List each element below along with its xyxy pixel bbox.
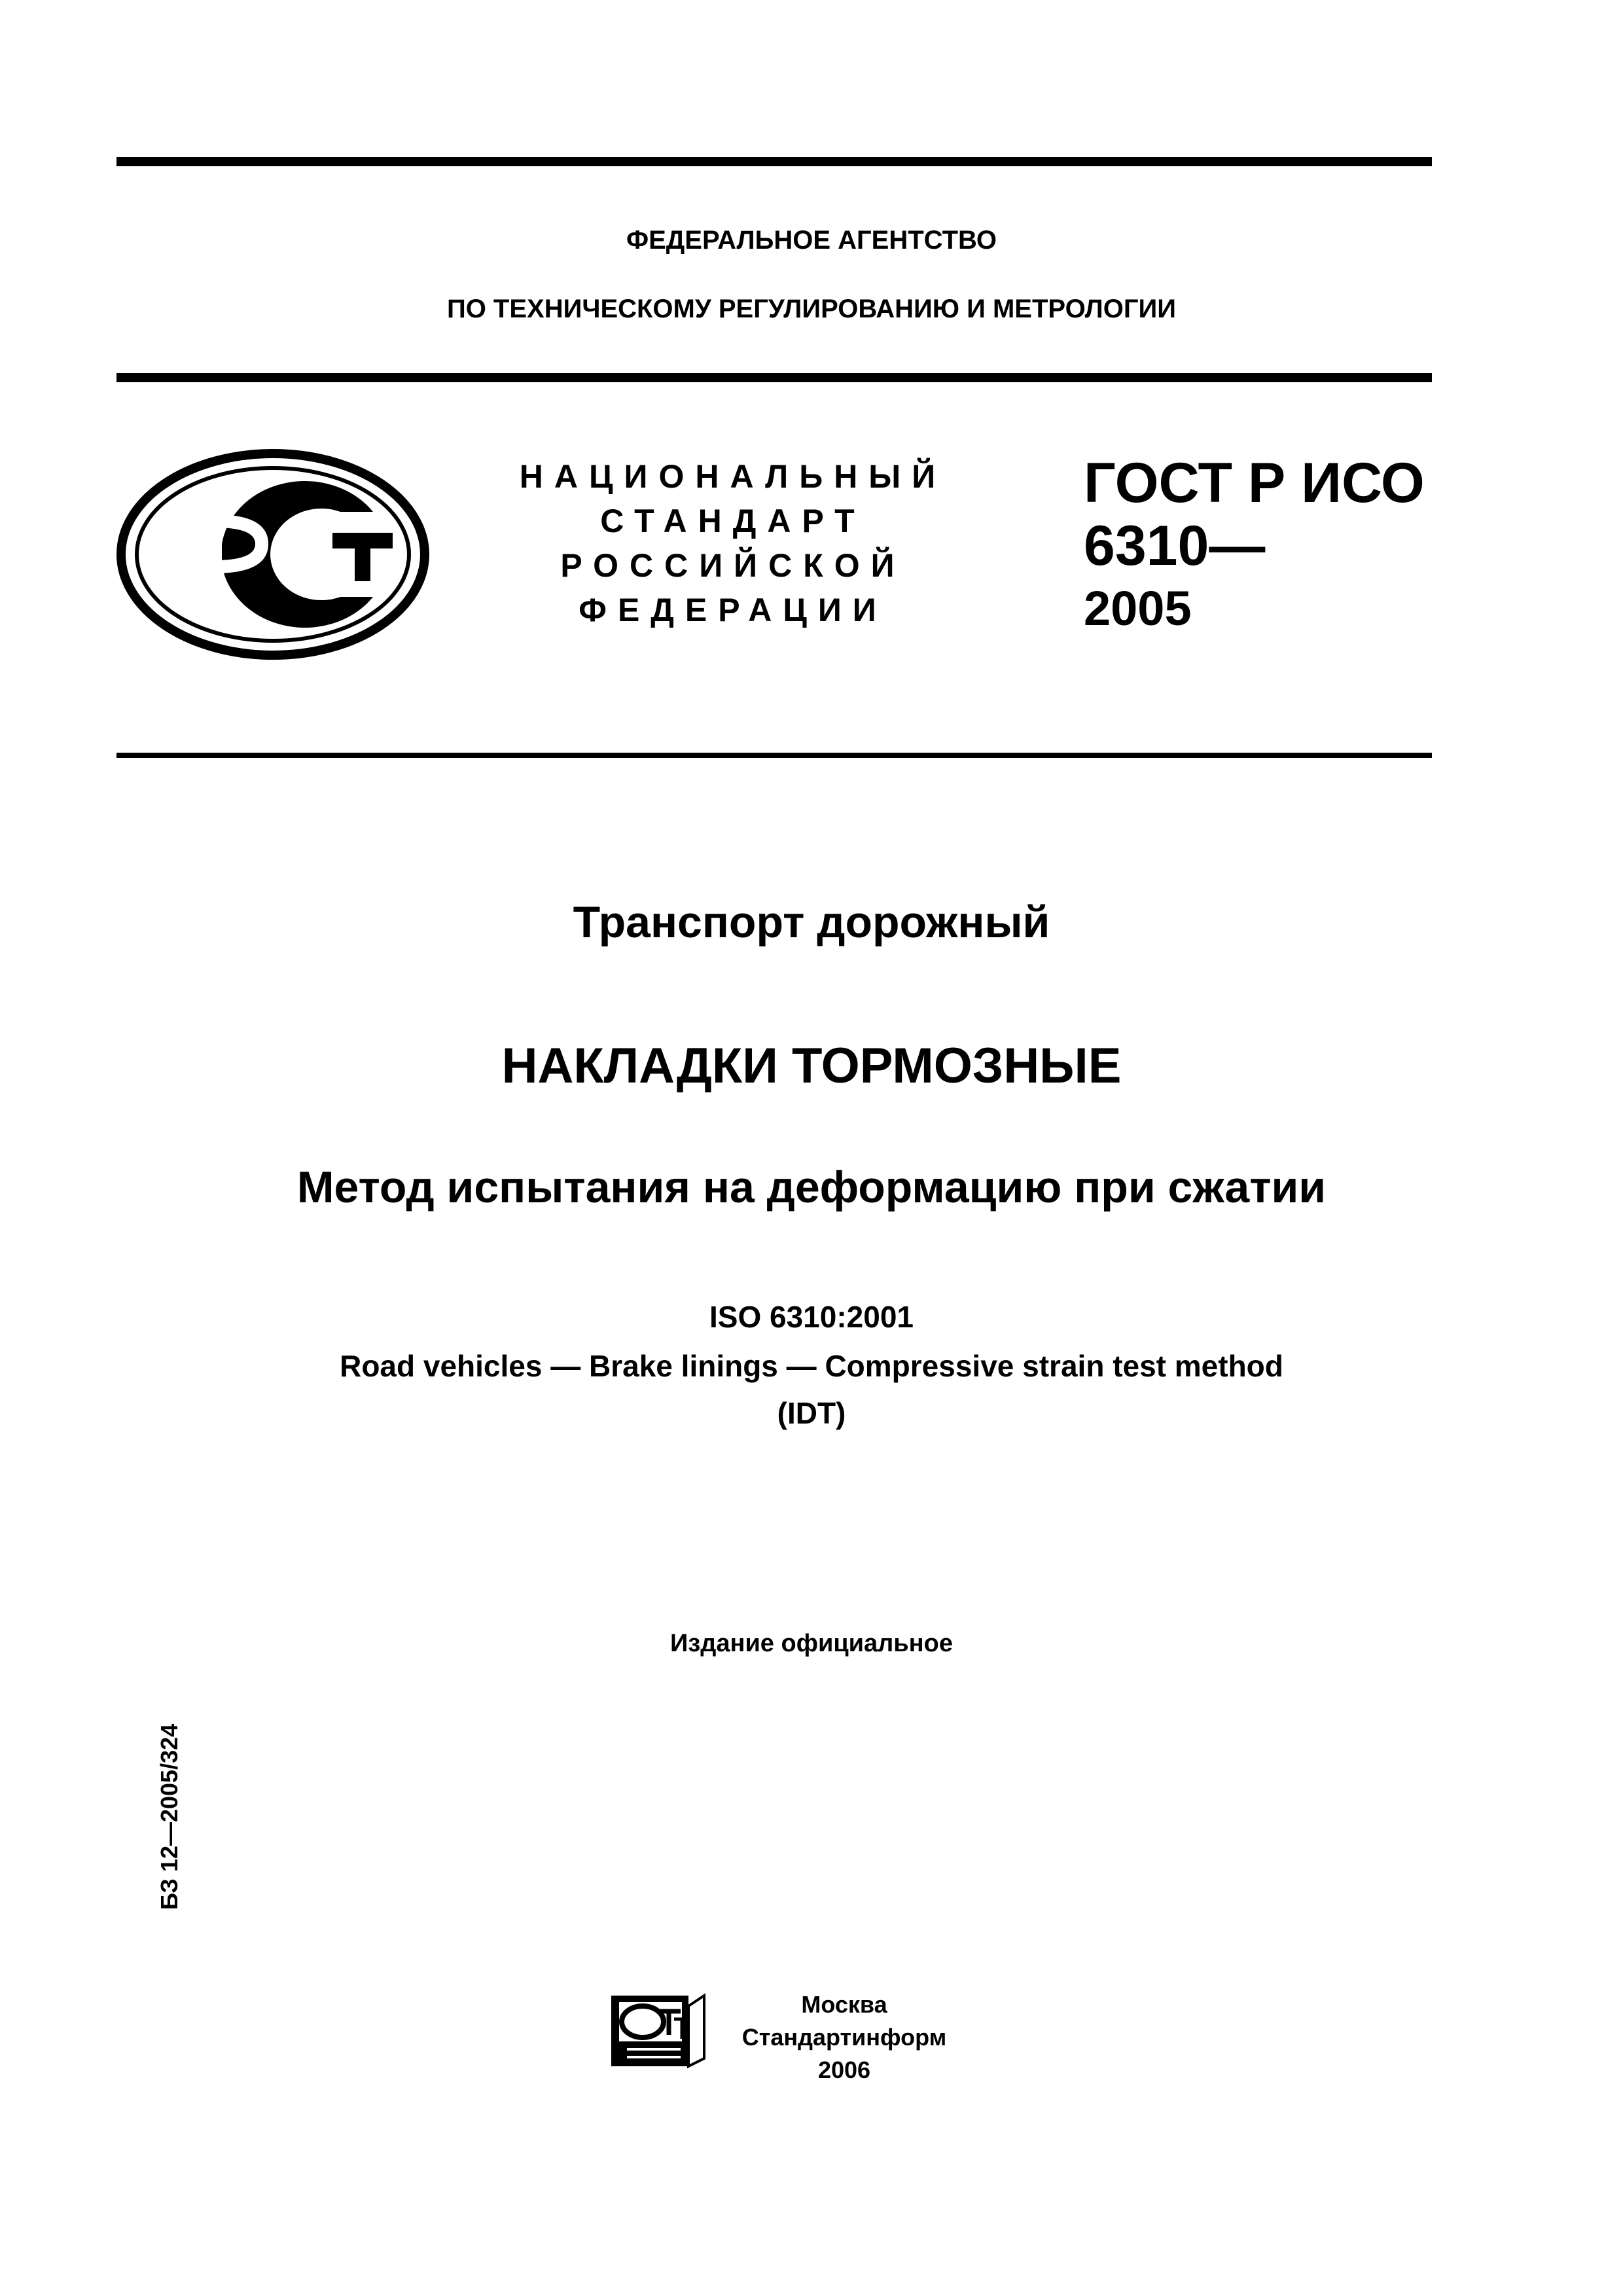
header-rule (116, 373, 1432, 382)
agency-line-1: ФЕДЕРАЛЬНОЕ АГЕНТСТВО (626, 226, 997, 255)
standard-line-1: НАЦИОНАЛЬНЫЙ (519, 458, 947, 495)
standartinform-logo-icon (609, 1993, 707, 2069)
iso-english-title: Road vehicles — Brake linings — Compressive strain test method (340, 1349, 1283, 1383)
designation-line-1: ГОСТ Р ИСО (1084, 452, 1425, 514)
rst-certification-mark-icon (116, 449, 429, 660)
publisher-city: Москва (801, 1991, 887, 2018)
top-rule (116, 157, 1432, 166)
iso-reference: ISO 6310:2001 (709, 1300, 914, 1334)
publisher-year: 2006 (817, 2056, 871, 2083)
side-code: БЗ 12—2005/324 (156, 1723, 183, 1910)
title-sub: Метод испытания на деформацию при сжатии (296, 1162, 1327, 1212)
iso-degree: (IDT) (777, 1396, 846, 1430)
standard-block (497, 454, 969, 632)
title-main: НАКЛАДКИ ТОРМОЗНЫЕ (501, 1038, 1122, 1094)
publisher-logo (609, 1993, 707, 2069)
title-group: Транспорт дорожный (573, 897, 1050, 947)
publisher-info (713, 1988, 975, 2087)
publisher-name: Стандартинформ (741, 2024, 947, 2051)
designation-year: 2005 (1084, 581, 1192, 636)
rst-logo (116, 449, 429, 660)
designation-rule (116, 753, 1432, 758)
edition-note: Издание официальное (670, 1630, 953, 1657)
standard-designation (1084, 452, 1425, 640)
standard-line-4: ФЕДЕРАЦИИ (579, 592, 887, 628)
agency-line-2: ПО ТЕХНИЧЕСКОМУ РЕГУЛИРОВАНИЮ И МЕТРОЛОГИИ (446, 295, 1177, 323)
standard-line-3: РОССИЙСКОЙ (560, 547, 906, 584)
standard-line-2: СТАНДАРТ (600, 503, 866, 539)
designation-line-2: 6310— (1084, 514, 1266, 577)
